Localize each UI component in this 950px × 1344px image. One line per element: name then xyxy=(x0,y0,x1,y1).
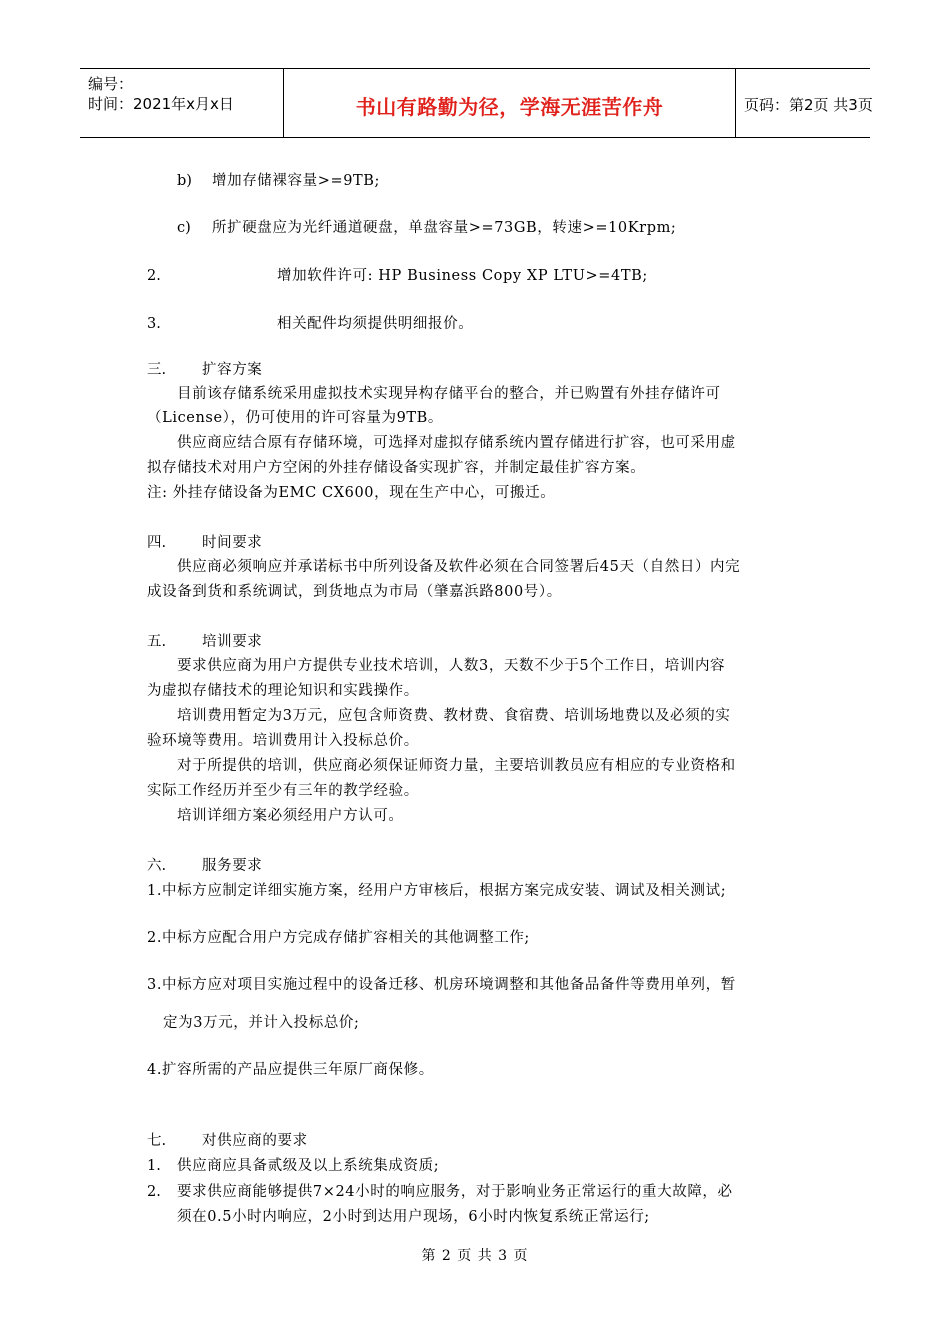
section-3-p1-line1: 目前该存储系统采用虚拟技术实现异构存储平台的整合，并已购置有外挂存储许可 xyxy=(177,386,721,402)
section-3-title: 扩容方案 xyxy=(202,362,263,378)
page-header xyxy=(80,68,873,138)
section-7-item-2-number: 2. xyxy=(147,1184,161,1200)
section-3-number: 三. xyxy=(147,362,167,378)
section-6-item-4: 4.扩容所需的产品应提供三年原厂商保修。 xyxy=(147,1062,434,1078)
motto-text: 书山有路勤为径，学海无涯苦作舟 xyxy=(355,95,664,119)
section-6-item-2: 2.中标方应配合用户方完成存储扩容相关的其他调整工作; xyxy=(147,930,530,946)
section-5-p2-line1: 培训费用暂定为3万元，应包含师资费、教材费、食宿费、培训场地费以及必须的实 xyxy=(177,708,731,724)
section-5-p3-line1: 对于所提供的培训，供应商必须保证师资力量，主要培训教员应有相应的专业资格和 xyxy=(177,758,736,774)
section-3-p1-line2: （License），仍可使用的许可容量为9TB。 xyxy=(147,410,444,426)
section-6-item-3-line1: 3.中标方应对项目实施过程中的设备迁移、机房环境调整和其他备品备件等费用单列，暂 xyxy=(147,977,736,993)
section-5-p1-line1: 要求供应商为用户方提供专业技术培训，人数3，天数不少于5个工作日，培训内容 xyxy=(177,658,726,674)
section-5-p4: 培训详细方案必须经用户方认可。 xyxy=(177,808,404,824)
header-motto-cell xyxy=(284,69,736,137)
section-3-note: 注: 外挂存储设备为EMC CX600，现在生产中心，可搬迁。 xyxy=(147,485,556,501)
item-c-marker: c) xyxy=(177,220,191,236)
section-6-number: 六. xyxy=(147,858,167,874)
item-2-text: 增加软件许可: HP Business Copy XP LTU>=4TB; xyxy=(277,268,648,284)
item-3-text: 相关配件均须提供明细报价。 xyxy=(277,316,474,332)
serial-label: 编号： xyxy=(88,75,134,93)
section-7-item-2-line2: 须在0.5小时内响应，2小时到达用户现场，6小时内恢复系统正常运行; xyxy=(177,1209,650,1225)
section-7-title: 对供应商的要求 xyxy=(202,1133,308,1149)
item-c-text: 所扩硬盘应为光纤通道硬盘，单盘容量>=73GB，转速>=10Krpm; xyxy=(212,220,677,236)
section-3-p2-line2: 拟存储技术对用户方空闲的外挂存储设备实现扩容，并制定最佳扩容方案。 xyxy=(147,460,646,476)
header-page-cell xyxy=(736,69,873,137)
header-meta-cell xyxy=(80,69,284,137)
page-footer: 第 2 页 共 3 页 xyxy=(421,1248,529,1264)
item-b-marker: b) xyxy=(177,173,192,189)
section-7-item-1-number: 1. xyxy=(147,1158,161,1174)
section-3-p2-line1: 供应商应结合原有存储环境，可选择对虚拟存储系统内置存储进行扩容，也可采用虚 xyxy=(177,435,736,451)
section-7-item-2-line1: 要求供应商能够提供7×24小时的响应服务，对于影响业务正常运行的重大故障，必 xyxy=(177,1184,733,1200)
page-number-label: 页码：第2页 共3页 xyxy=(744,96,873,114)
section-7-item-1-text: 供应商应具备贰级及以上系统集成资质; xyxy=(177,1158,440,1174)
item-2-number: 2. xyxy=(147,268,161,284)
section-5-p2-line2: 验环境等费用。培训费用计入投标总价。 xyxy=(147,733,419,749)
section-6-item-1: 1.中标方应制定详细实施方案，经用户方审核后，根据方案完成安装、调试及相关测试; xyxy=(147,883,727,899)
section-4-number: 四. xyxy=(147,535,167,551)
item-3-number: 3. xyxy=(147,316,161,332)
section-5-title: 培训要求 xyxy=(202,634,263,650)
section-4-p1-line1: 供应商必须响应并承诺标书中所列设备及软件必须在合同签署后45天（自然日）内完 xyxy=(177,559,741,575)
section-4-p1-line2: 成设备到货和系统调试，到货地点为市局（肇嘉浜路800号）。 xyxy=(147,584,562,600)
section-6-item-3-line2: 定为3万元，并计入投标总价; xyxy=(163,1015,360,1031)
section-7-number: 七. xyxy=(147,1133,167,1149)
section-5-p3-line2: 实际工作经历并至少有三年的教学经验。 xyxy=(147,783,419,799)
section-5-number: 五. xyxy=(147,634,167,650)
date-label: 时间：2021年x月x日 xyxy=(88,95,234,113)
item-b-text: 增加存储裸容量>=9TB; xyxy=(212,173,381,189)
section-6-title: 服务要求 xyxy=(202,858,263,874)
section-4-title: 时间要求 xyxy=(202,535,263,551)
section-5-p1-line2: 为虚拟存储技术的理论知识和实践操作。 xyxy=(147,683,419,699)
